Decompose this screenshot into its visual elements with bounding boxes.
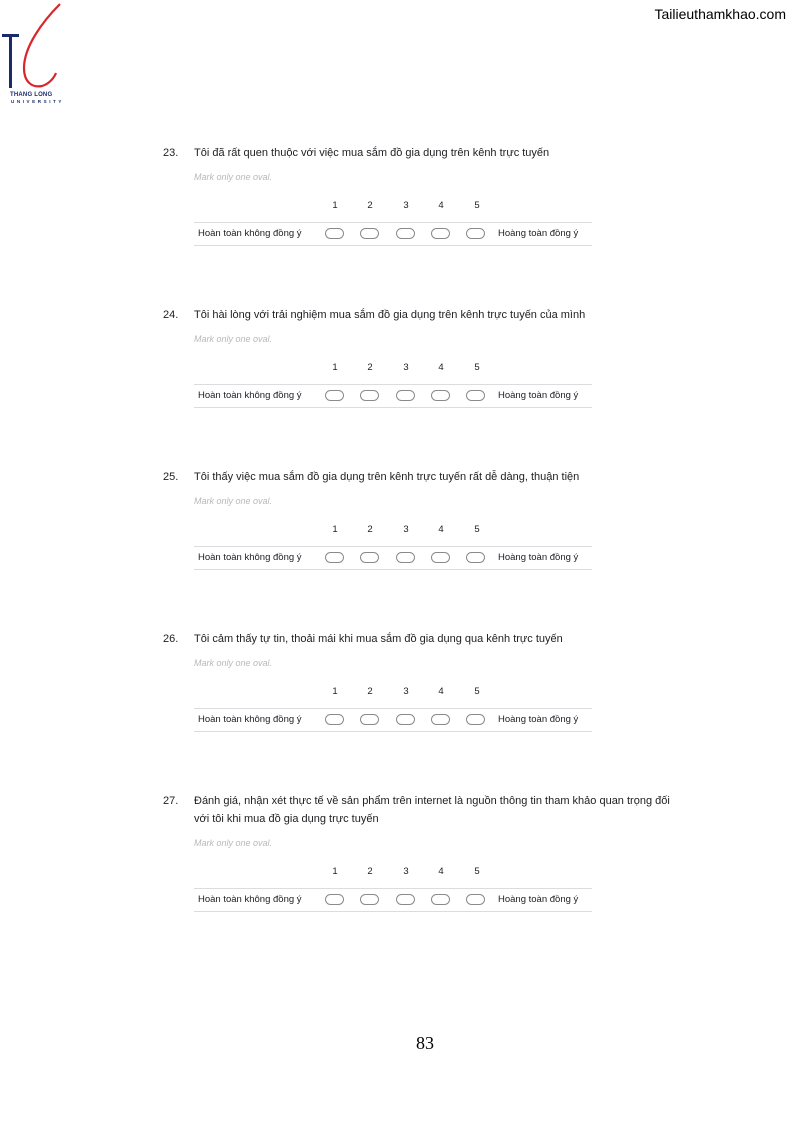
question-text: Đánh giá, nhận xét thực tế về sản phẩm trên internet là nguồn thông tin tham khảo quan trọng đối với tôi khi mua đồ gia dụng trực tuyến	[194, 795, 670, 825]
scale-right-label: Hoàng toàn đồng ý	[498, 228, 579, 239]
scale-number-4: 4	[438, 362, 444, 373]
question-27	[160, 792, 680, 912]
oval-option-4[interactable]	[431, 552, 450, 563]
oval-option-2[interactable]	[360, 390, 379, 401]
oval-option-4[interactable]	[431, 714, 450, 725]
logo-name-line1: THANG LONG	[10, 92, 53, 98]
question-number: 25.	[163, 471, 179, 483]
question-text: Tôi hài lòng với trải nghiệm mua sắm đồ gia dụng trên kênh trực tuyến của mình	[194, 309, 586, 321]
oval-option-3[interactable]	[396, 894, 415, 905]
scale-number-2: 2	[367, 866, 373, 877]
scale-left-label: Hoàn toàn không đồng ý	[198, 552, 302, 563]
oval-option-5[interactable]	[466, 714, 485, 725]
question-text: Tôi thấy việc mua sắm đồ gia dụng trên kênh trực tuyến rất dễ dàng, thuận tiện	[194, 471, 580, 483]
scale-number-1: 1	[332, 524, 338, 535]
scale-number-5: 5	[474, 362, 480, 373]
oval-option-2[interactable]	[360, 714, 379, 725]
question-number: 23.	[163, 147, 179, 159]
scale-left-label: Hoàn toàn không đồng ý	[198, 228, 302, 239]
page-number: 83	[416, 1033, 434, 1053]
likert-scale	[194, 362, 592, 408]
question-number: 27.	[163, 795, 179, 807]
question-25	[160, 468, 680, 570]
scale-numbers	[194, 524, 592, 540]
scale-number-1: 1	[332, 866, 338, 877]
oval-option-1[interactable]	[325, 552, 344, 563]
scale-number-2: 2	[367, 686, 373, 697]
oval-option-4[interactable]	[431, 390, 450, 401]
oval-option-4[interactable]	[431, 894, 450, 905]
oval-option-1[interactable]	[325, 228, 344, 239]
scale-number-4: 4	[438, 866, 444, 877]
scale-right-label: Hoàng toàn đồng ý	[498, 894, 579, 905]
thang-long-logo-mark-icon	[2, 2, 74, 94]
oval-option-3[interactable]	[396, 228, 415, 239]
scale-number-5: 5	[474, 200, 480, 211]
scale-number-1: 1	[332, 686, 338, 697]
scale-left-label: Hoàn toàn không đồng ý	[198, 894, 302, 905]
scale-number-4: 4	[438, 686, 444, 697]
scale-number-3: 3	[403, 686, 409, 697]
watermark: Tailieuthamkhao.com	[654, 6, 786, 22]
logo-name-line2: UNIVERSITY	[11, 99, 65, 104]
question-number: 24.	[163, 309, 179, 321]
scale-number-5: 5	[474, 686, 480, 697]
likert-scale	[194, 200, 592, 246]
scale-left-label: Hoàn toàn không đồng ý	[198, 390, 302, 401]
thang-long-logo	[2, 2, 74, 106]
scale-number-3: 3	[403, 524, 409, 535]
oval-option-3[interactable]	[396, 714, 415, 725]
scale-row	[194, 222, 592, 246]
likert-scale	[194, 524, 592, 570]
scale-number-4: 4	[438, 524, 444, 535]
question-text: Tôi đã rất quen thuộc với việc mua sắm đồ gia dụng trên kênh trực tuyến	[194, 147, 550, 159]
oval-option-1[interactable]	[325, 390, 344, 401]
mark-hint: Mark only one oval.	[194, 334, 273, 344]
scale-number-3: 3	[403, 866, 409, 877]
scale-numbers	[194, 362, 592, 378]
scale-left-label: Hoàn toàn không đồng ý	[198, 714, 302, 725]
question-26	[160, 630, 680, 732]
oval-option-5[interactable]	[466, 228, 485, 239]
oval-option-4[interactable]	[431, 228, 450, 239]
oval-option-1[interactable]	[325, 894, 344, 905]
oval-option-5[interactable]	[466, 390, 485, 401]
oval-option-3[interactable]	[396, 552, 415, 563]
scale-right-label: Hoàng toàn đồng ý	[498, 552, 579, 563]
scale-numbers	[194, 200, 592, 216]
scale-number-2: 2	[367, 200, 373, 211]
scale-row	[194, 546, 592, 570]
scale-row	[194, 708, 592, 732]
mark-hint: Mark only one oval.	[194, 658, 273, 668]
likert-scale	[194, 686, 592, 732]
likert-scale	[194, 866, 592, 912]
scale-right-label: Hoàng toàn đồng ý	[498, 714, 579, 725]
scale-numbers	[194, 866, 592, 882]
scale-number-4: 4	[438, 200, 444, 211]
question-number: 26.	[163, 633, 179, 645]
scale-number-1: 1	[332, 362, 338, 373]
scale-numbers	[194, 686, 592, 702]
scale-number-1: 1	[332, 200, 338, 211]
oval-option-3[interactable]	[396, 390, 415, 401]
scale-row	[194, 888, 592, 912]
oval-option-2[interactable]	[360, 228, 379, 239]
scale-number-3: 3	[403, 200, 409, 211]
oval-option-1[interactable]	[325, 714, 344, 725]
scale-number-5: 5	[474, 524, 480, 535]
scale-right-label: Hoàng toàn đồng ý	[498, 390, 579, 401]
mark-hint: Mark only one oval.	[194, 838, 273, 848]
mark-hint: Mark only one oval.	[194, 496, 273, 506]
scale-number-2: 2	[367, 362, 373, 373]
question-23	[160, 144, 680, 246]
scale-number-5: 5	[474, 866, 480, 877]
question-24	[160, 306, 680, 408]
question-text: Tôi cảm thấy tự tin, thoải mái khi mua sắm đồ gia dụng qua kênh trực tuyến	[194, 633, 563, 645]
oval-option-5[interactable]	[466, 894, 485, 905]
oval-option-2[interactable]	[360, 552, 379, 563]
oval-option-5[interactable]	[466, 552, 485, 563]
scale-number-3: 3	[403, 362, 409, 373]
scale-number-2: 2	[367, 524, 373, 535]
mark-hint: Mark only one oval.	[194, 172, 273, 182]
oval-option-2[interactable]	[360, 894, 379, 905]
scale-row	[194, 384, 592, 408]
